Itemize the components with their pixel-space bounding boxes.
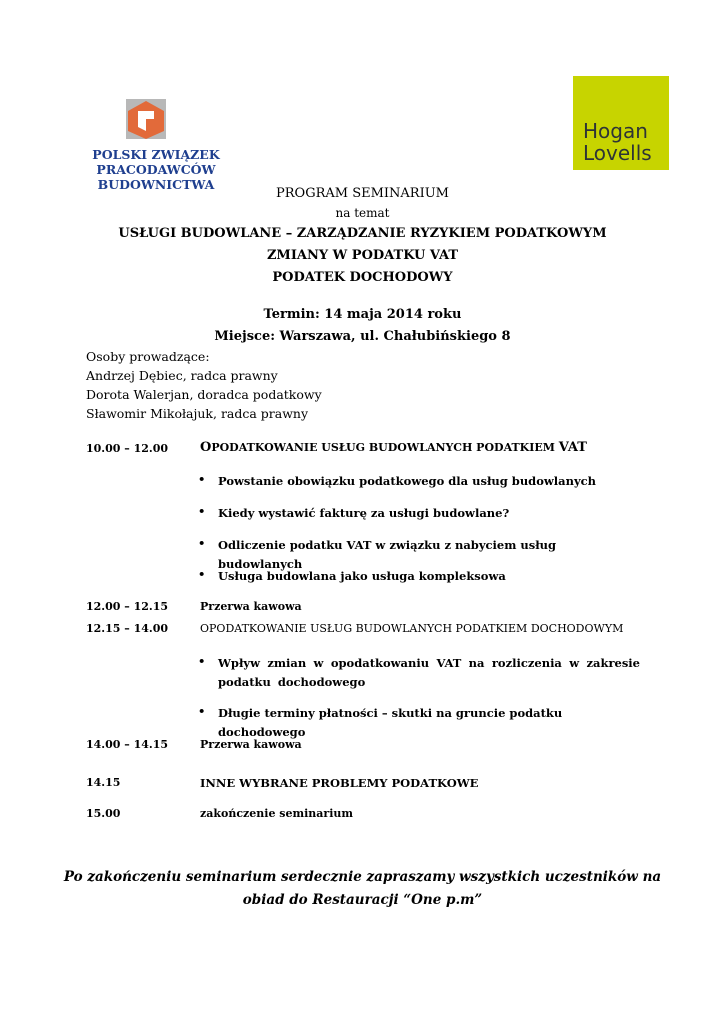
session-4-topic: Przerwa kawowa xyxy=(200,738,302,751)
persons-label: Osoby prowadzące: xyxy=(86,349,210,364)
pzpb-name-line2: PRACODAWCÓW BUDOWNICTWA xyxy=(96,162,216,192)
bullet-text: Usługa budowlana jako usługa kompleksowa xyxy=(218,569,506,583)
session-4-time: 14.00 – 14.15 xyxy=(86,738,169,751)
bullet-icon: • xyxy=(198,654,206,668)
bullet-icon: • xyxy=(198,504,206,518)
person-3: Sławomir Mikołajuk, radca prawny xyxy=(86,406,309,421)
session-1-time: 10.00 – 12.00 xyxy=(86,442,169,455)
bullet-text: Odliczenie podatku VAT w związku z nabyciem usług budowlanych xyxy=(218,538,557,571)
hogan-lovells-line1: Hogan xyxy=(583,119,648,143)
pzpb-emblem-icon xyxy=(124,97,168,141)
session-3-time: 12.15 – 14.00 xyxy=(86,622,169,635)
hogan-lovells-line2: Lovells xyxy=(583,141,652,165)
seminar-title-3: PODATEK DOCHODOWY xyxy=(272,270,453,285)
session-6-topic: zakończenie seminarium xyxy=(200,807,354,820)
session-1-topic xyxy=(200,440,587,455)
miejsce: Miejsce: Warszawa, ul. Chałubińskiego 8 xyxy=(214,329,511,344)
bullet-text: Wpływ zmian w opodatkowaniu VAT na rozliczenia w zakresie podatku dochodowego xyxy=(218,656,640,689)
session-5-topic: INNE WYBRANE PROBLEMY PODATKOWE xyxy=(200,776,479,790)
session-1-topic-initial: O xyxy=(200,440,212,455)
bullet-text: Długie terminy płatności – skutki na gruncie podatku dochodowego xyxy=(218,706,563,739)
program-heading: PROGRAM SEMINARIUM xyxy=(276,186,449,201)
bullet-icon: • xyxy=(198,567,206,581)
closing-note xyxy=(0,866,725,912)
closing-line-2: obiad do Restauracji “One p.m” xyxy=(242,892,483,908)
persons-block xyxy=(86,347,322,423)
termin: Termin: 14 maja 2014 roku xyxy=(263,307,462,322)
session-2-time: 12.00 – 12.15 xyxy=(86,600,169,613)
bullet-icon: • xyxy=(198,704,206,718)
pzpb-logo xyxy=(36,97,276,192)
bullet-icon: • xyxy=(198,536,206,550)
bullet-icon: • xyxy=(198,472,206,486)
bullet-text: Powstanie obowiązku podatkowego dla usług budowlanych xyxy=(218,474,597,488)
session-3-topic: OPODATKOWANIE USŁUG BUDOWLANYCH PODATKIEM DOCHODOWYM xyxy=(200,622,624,635)
seminar-title-2: ZMIANY W PODATKU VAT xyxy=(266,248,459,263)
session-5-time: 14.15 xyxy=(86,776,121,789)
bullet-text: Kiedy wystawić fakturę za usługi budowlane? xyxy=(218,506,510,520)
seminar-title-1: USŁUGI BUDOWLANE – ZARZĄDZANIE RYZYKIEM PODATKOWYM xyxy=(118,226,607,241)
session-2-topic: Przerwa kawowa xyxy=(200,600,302,613)
session-6-time: 15.00 xyxy=(86,807,121,820)
pzpb-name-line1: POLSKI ZWIĄZEK xyxy=(92,147,220,162)
session-1-topic-vat: VAT xyxy=(558,440,587,455)
person-1: Andrzej Dębiec, radca prawny xyxy=(86,368,278,383)
closing-line-1: Po zakończeniu seminarium serdecznie zapraszamy wszystkich uczestników na xyxy=(63,869,662,885)
session-1-topic-body: PODATKOWANIE USŁUG BUDOWLANYCH PODATKIEM xyxy=(211,441,559,454)
person-2: Dorota Walerjan, doradca podatkowy xyxy=(86,387,322,402)
hogan-lovells-logo xyxy=(573,76,669,170)
na-temat: na temat xyxy=(335,206,390,220)
